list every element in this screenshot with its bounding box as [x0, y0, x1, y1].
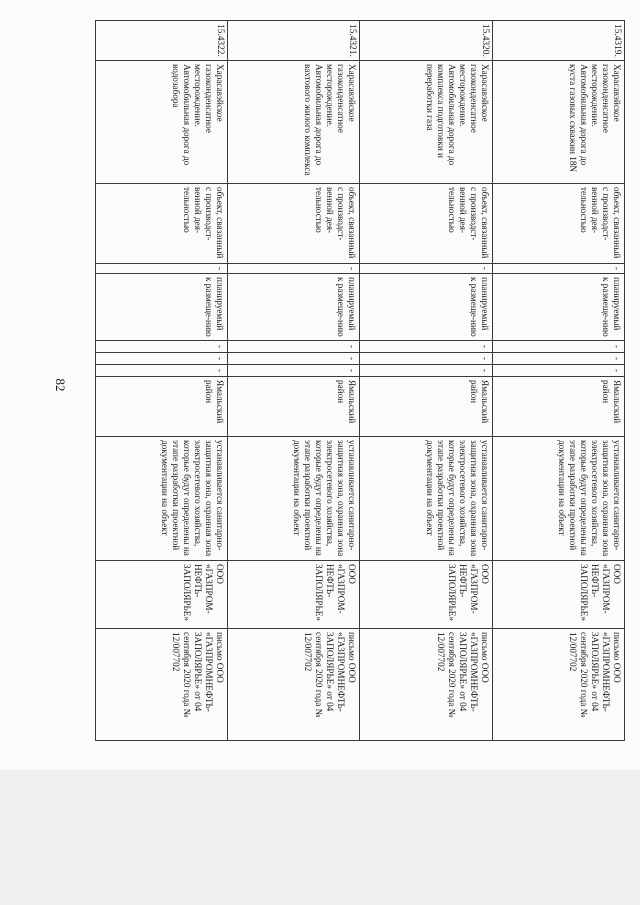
object-type: объект, связанный с производст-венной дея-тельностью — [360, 184, 492, 264]
object-name: Харасавэйское газоконденсатное месторождение. Автомобильная дорога до куста газовых скважин 18N — [492, 61, 624, 184]
object-region: Ямальский район — [228, 377, 360, 437]
object-status: планируемый к размеще-нию — [96, 274, 228, 341]
object-type: объект, связанный с производст-венной дея-тельностью — [492, 184, 624, 264]
zone-description: устанавливается санитарно-защитная зона, охранная зона электросетевого хозяйства, которые будут определены на этапе разработки проектной документации на объект — [96, 437, 228, 561]
empty-value: - — [492, 365, 624, 377]
scanner-background — [0, 770, 640, 905]
empty-value: - — [492, 264, 624, 274]
organization: ООО «ГАЗПРОМ-НЕФТЬ-ЗАПОЛЯРЬЕ» — [360, 561, 492, 629]
empty-value: - — [492, 353, 624, 365]
empty-value: - — [228, 353, 360, 365]
object-name: Харасавэйское газоконденсатное месторождение. Автомобильная дорога до водозабора — [96, 61, 228, 184]
object-status: планируемый к размеще-нию — [492, 274, 624, 341]
object-type: объект, связанный с производст-венной дея-тельностью — [96, 184, 228, 264]
zone-description: устанавливается санитарно-защитная зона, охранная зона электросетевого хозяйства, которые будут определены на этапе разработки проектной документации на объект — [492, 437, 624, 561]
object-region: Ямальский район — [360, 377, 492, 437]
empty-value: - — [228, 341, 360, 353]
object-status: планируемый к размеще-нию — [228, 274, 360, 341]
empty-value: - — [228, 264, 360, 274]
rotated-table-wrapper — [95, 20, 625, 740]
table-row — [492, 21, 624, 741]
source-document: письмо ООО «ГАЗПРОМНЕФТЬ-ЗАПОЛЯРЬЕ» от 04 сентября 2020 года № 12/007702 — [492, 629, 624, 741]
empty-value: - — [360, 264, 492, 274]
object-type: объект, связанный с производст-венной дея-тельностью — [228, 184, 360, 264]
source-document: письмо ООО «ГАЗПРОМНЕФТЬ-ЗАПОЛЯРЬЕ» от 04 сентября 2020 года № 12/007702 — [360, 629, 492, 741]
object-name: Харасавэйское газоконденсатное месторождение. Автомобильная дорога до комплекса подготовки и переработки газа — [360, 61, 492, 184]
empty-value: - — [360, 365, 492, 377]
zone-description: устанавливается санитарно-защитная зона, охранная зона электросетевого хозяйства, которые будут определены на этапе разработки проектной документации на объект — [228, 437, 360, 561]
organization: ООО «ГАЗПРОМ-НЕФТЬ-ЗАПОЛЯРЬЕ» — [492, 561, 624, 629]
empty-value: - — [360, 341, 492, 353]
empty-value: - — [96, 365, 228, 377]
page-number: 82 — [53, 378, 68, 392]
row-number: 15.4322. — [96, 21, 228, 61]
organization: ООО «ГАЗПРОМ-НЕФТЬ-ЗАПОЛЯРЬЕ» — [96, 561, 228, 629]
object-region: Ямальский район — [492, 377, 624, 437]
empty-value: - — [228, 365, 360, 377]
object-region: Ямальский район — [96, 377, 228, 437]
object-status: планируемый к размеще-нию — [360, 274, 492, 341]
empty-value: - — [96, 264, 228, 274]
empty-value: - — [360, 353, 492, 365]
empty-value: - — [492, 341, 624, 353]
objects-table — [95, 20, 625, 741]
empty-value: - — [96, 353, 228, 365]
row-number: 15.4321. — [228, 21, 360, 61]
row-number: 15.4319. — [492, 21, 624, 61]
row-number: 15.4320. — [360, 21, 492, 61]
empty-value: - — [96, 341, 228, 353]
table-row — [96, 21, 228, 741]
table-row — [360, 21, 492, 741]
source-document: письмо ООО «ГАЗПРОМНЕФТЬ-ЗАПОЛЯРЬЕ» от 04 сентября 2020 года № 12/007702 — [228, 629, 360, 741]
organization: ООО «ГАЗПРОМ-НЕФТЬ-ЗАПОЛЯРЬЕ» — [228, 561, 360, 629]
object-name: Харасавэйское газоконденсатное месторождение. Автомобильная дорога до вахтового жилого комплекса — [228, 61, 360, 184]
source-document: письмо ООО «ГАЗПРОМНЕФТЬ-ЗАПОЛЯРЬЕ» от 04 сентября 2020 года № 12/007702 — [96, 629, 228, 741]
zone-description: устанавливается санитарно-защитная зона, охранная зона электросетевого хозяйства, которые будут определены на этапе разработки проектной документации на объект — [360, 437, 492, 561]
table-row — [228, 21, 360, 741]
